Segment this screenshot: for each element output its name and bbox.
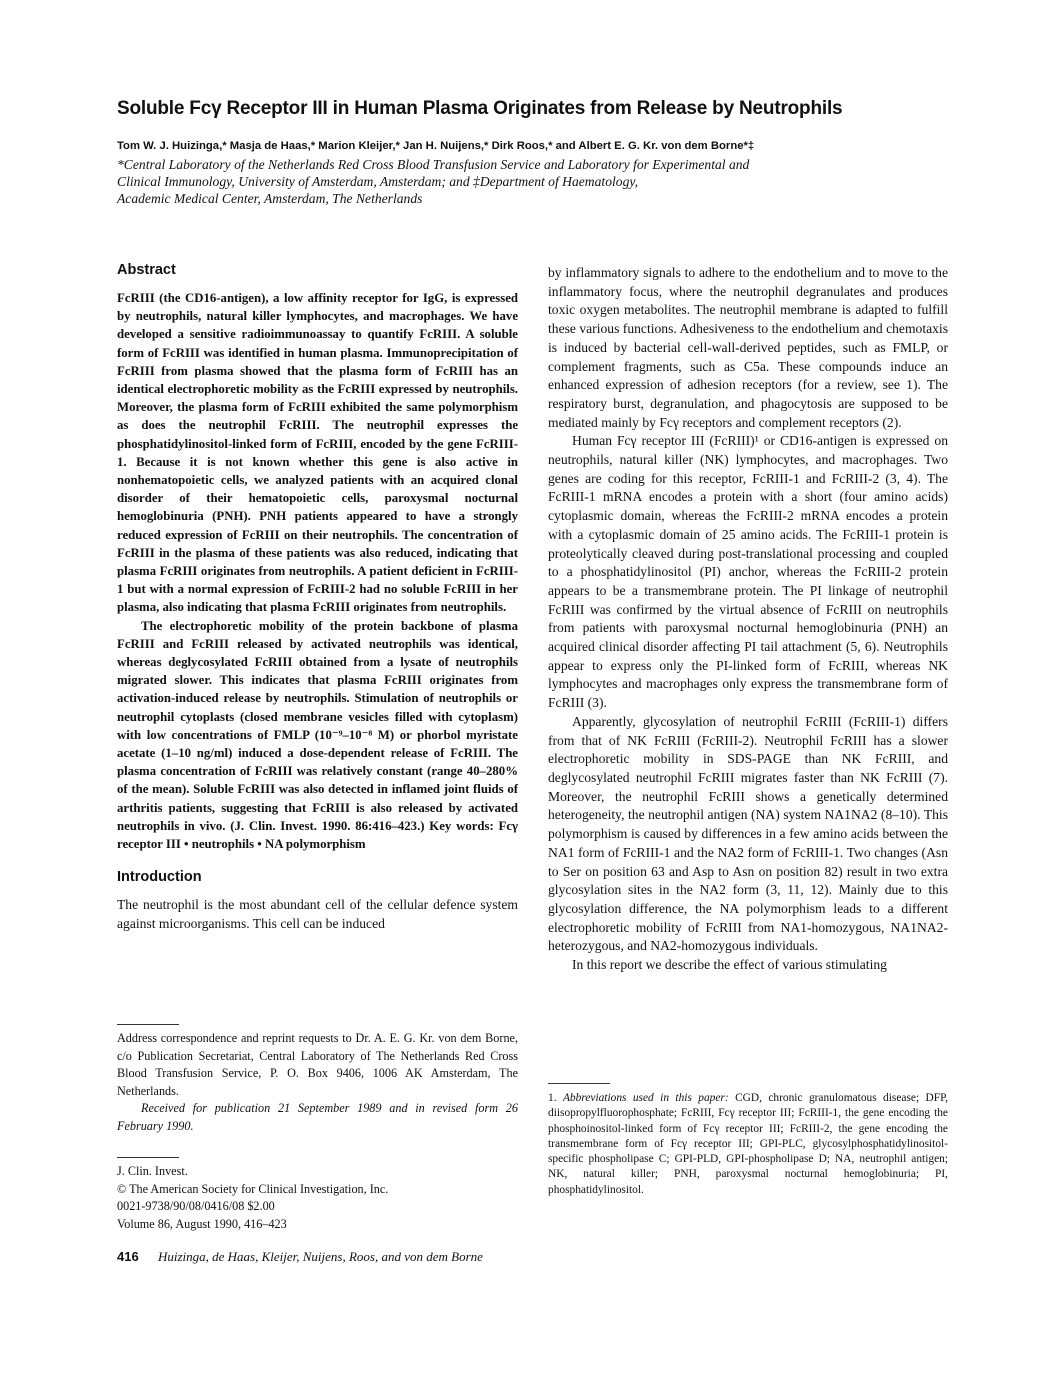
affiliation-line: Academic Medical Center, Amsterdam, The Netherlands bbox=[117, 191, 423, 206]
page-number: 416 bbox=[117, 1249, 139, 1264]
correspondence-note bbox=[117, 1024, 518, 1135]
journal-info-line: © The American Society for Clinical Investigation, Inc. bbox=[117, 1181, 389, 1196]
footnote-rule bbox=[117, 1024, 179, 1025]
footnote-body: CGD, chronic granulomatous disease; DFP, diisopropylfluorophosphate; FcRIII, Fcγ receptor III; FcRIII-1, the gene encoding the phosphoinositol-linked form of Fcγ receptor III; FcRIII-2, the gene encoding the transmembrane form of Fcγ receptor III; GPI-PLC, glycosylphosphatidylinositol-specific phospholipase C; GPI-PLD, GPI-phospholipase D; NA, neutrophil antigen; NK, natural killer; PNH, paroxysmal nocturnal hemoglobinuria; PI, phosphatidylinositol. bbox=[548, 1092, 948, 1196]
footnote-text bbox=[548, 1091, 948, 1198]
correspondence-address: Address correspondence and reprint requests to Dr. A. E. G. Kr. von dem Borne, c/o Publication Secretariat, Central Laboratory of The Netherlands Red Cross Blood Transfusion Service, P. O. Box 9406, 1006 AK Amsterdam, The Netherlands. bbox=[117, 1031, 518, 1098]
footnote-number: 1. bbox=[548, 1092, 557, 1104]
article-title: Soluble Fcγ Receptor III in Human Plasma Originates from Release by Neutrophils bbox=[117, 98, 843, 119]
journal-info-line: 0021-9738/90/08/0416/08 $2.00 bbox=[117, 1199, 275, 1213]
abstract-section bbox=[117, 262, 518, 853]
introduction-paragraph: The neutrophil is the most abundant cell of the cellular defence system against microorganisms. This cell can be induced bbox=[117, 897, 518, 931]
affiliations bbox=[117, 156, 897, 207]
affiliation-line: Clinical Immunology, University of Amsterdam, Amsterdam; and ‡Department of Haematology, bbox=[117, 174, 639, 189]
footnote-rule bbox=[117, 1157, 179, 1158]
abstract-paragraph: The electrophoretic mobility of the protein backbone of plasma FcRIII and FcRIII released by activated neutrophils was identical, whereas deglycosylated FcRIII obtained from a lysate of neutrophils migrated slower. This indicates that plasma FcRIII originates from activation-induced release by neutrophils. Stimulation of neutrophils or neutrophil cytoplasts (closed membrane vesicles filled with cytoplasm) with low concentrations of FMLP (10⁻⁹–10⁻⁸ M) or phorbol myristate acetate (1–10 ng/ml) induced a dose-dependent release of FcRIII. The plasma concentration of FcRIII was relatively constant (range 40–280% of the mean). Soluble FcRIII was also detected in inflamed joint fluids of arthritis patients, suggesting that FcRIII is also released by activated neutrophils in vivo. (J. Clin. Invest. 1990. 86:416–423.) Key words: Fcγ receptor III • neutrophils • NA polymorphism bbox=[117, 618, 518, 852]
journal-info bbox=[117, 1157, 518, 1233]
left-column bbox=[117, 262, 518, 934]
journal-info-line: J. Clin. Invest. bbox=[117, 1164, 188, 1178]
introduction-paragraph: Apparently, glycosylation of neutrophil FcRIII (FcRIII-1) differs from that of NK FcRIII (FcRIII-2). Neutrophil FcRIII has a slower electrophoretic mobility in SDS-PAGE than NK FcRIII, and deglycosylated neutrophil FcRIII migrates faster than NK FcRIII (7). Moreover, the neutrophil FcRIII shows a genetically determined heterogeneity, the neutrophil antigen (NA) system NA1NA2 (8–10). This polymorphism is caused by differences in a few amino acids between the NA1 form of FcRIII-1 and the NA2 form of FcRIII-1. Two changes (Asn to Ser on position 63 and Asp to Asn on position 82) result in two extra glycosylation sites in the NA2 form (3, 11, 12). Mainly due to this glycosylation difference, the NA polymorphism leads to a different electrophoretic mobility of FcRIII from NA1-homozygous, NA1NA2-heterozygous, and NA2-homozygous individuals. bbox=[548, 713, 948, 954]
author-list: Tom W. J. Huizinga,* Masja de Haas,* Marion Kleijer,* Jan H. Nuijens,* Dirk Roos,* and Albert E. G. Kr. von dem Borne*‡ bbox=[117, 140, 755, 152]
introduction-section bbox=[117, 869, 518, 933]
abbreviations-footnote bbox=[548, 1083, 948, 1198]
running-head: Huizinga, de Haas, Kleijer, Nuijens, Roos, and von dem Borne bbox=[157, 1249, 483, 1264]
abstract-paragraph: FcRIII (the CD16-antigen), a low affinity receptor for IgG, is expressed by neutrophils, natural killer lymphocytes, and macrophages. We have developed a sensitive radioimmunoassay to quantify FcRIII. A soluble form of FcRIII was identified in human plasma. Immunoprecipitation of FcRIII from plasma showed that the plasma form of FcRIII has an identical electrophoretic mobility as the FcRIII expressed by neutrophils. Moreover, the plasma form of FcRIII exhibited the same polymorphism as does the neutrophil FcRIII. The neutrophil expresses the phosphatidylinositol-linked form of FcRIII, encoded by the gene FcRIII-1. Because it is not known whether this gene is also active in nonhematopoietic cells, we analyzed patients with an acquired clonal disorder of their hematopoietic cells, paroxysmal nocturnal hemoglobinuria (PNH). PNH patients appeared to have a strongly reduced expression of FcRIII on their neutrophils. The concentration of FcRIII in the plasma of these patients was also reduced, indicating that plasma FcRIII originates from neutrophils. A patient deficient in FcRIII-1 but with a normal expression of FcRIII-2 had no soluble FcRIII in her plasma, also indicating that plasma FcRIII originates from neutrophils. bbox=[117, 291, 518, 615]
introduction-paragraph: Human Fcγ receptor III (FcRIII)¹ or CD16-antigen is expressed on neutrophils, natural killer (NK) lymphocytes, and macrophages. Two genes are coding for this receptor, FcRIII-1 and FcRIII-2 (3, 4). The FcRIII-1 mRNA encodes a protein with a short (four amino acids) cytoplasmic domain, whereas the FcRIII-2 mRNA encodes a protein with a cytoplasmic domain of 25 amino acids. The FcRIII-1 protein is proteolytically cleaved during post-translational processing and coupled to a phosphatidylinositol (PI) anchor, whereas the FcRIII-2 protein appears to be a transmembrane protein. The PI linkage of neutrophil FcRIII was confirmed by the virtual absence of FcRIII on neutrophils from patients with paroxysmal nocturnal hemoglobinuria (PNH) an acquired clinical disorder affecting PI tail attachment (5, 6). Neutrophils appear to express only the PI-linked form of FcRIII, whereas NK lymphocytes and macrophages only express the transmembrane form of FcRIII (3). bbox=[548, 433, 948, 711]
introduction-paragraph: by inflammatory signals to adhere to the endothelium and to move to the inflammatory focus, where the neutrophil degranulates and produces toxic oxygen metabolites. The neutrophil membrane is adapted to fulfill these various functions. Adhesiveness to the endothelium and chemotaxis is induced by bacterial cell-wall-derived peptides, such as FMLP, or complement fragments, such as C5a. These compounds induce an enhanced expression of adhesion receptors (for a review, see 1). The respiratory burst, degranulation, and phagocytosis are supposed to be mediated mainly by Fcγ receptors and complement receptors (2). bbox=[548, 265, 948, 430]
footnote-rule bbox=[548, 1083, 610, 1084]
right-column bbox=[548, 264, 948, 975]
footnote-lead: Abbreviations used in this paper: bbox=[562, 1092, 729, 1104]
introduction-paragraph: In this report we describe the effect of various stimulating bbox=[572, 957, 887, 973]
page-footer bbox=[117, 1249, 617, 1265]
affiliation-line: *Central Laboratory of the Netherlands Red Cross Blood Transfusion Service and Laboratory for Experimental and bbox=[117, 157, 750, 172]
abstract-heading: Abstract bbox=[117, 262, 176, 278]
received-dates: Received for publication 21 September 1989 and in revised form 26 February 1990. bbox=[117, 1101, 518, 1133]
journal-info-line: Volume 86, August 1990, 416–423 bbox=[117, 1216, 287, 1231]
introduction-heading: Introduction bbox=[117, 869, 202, 886]
